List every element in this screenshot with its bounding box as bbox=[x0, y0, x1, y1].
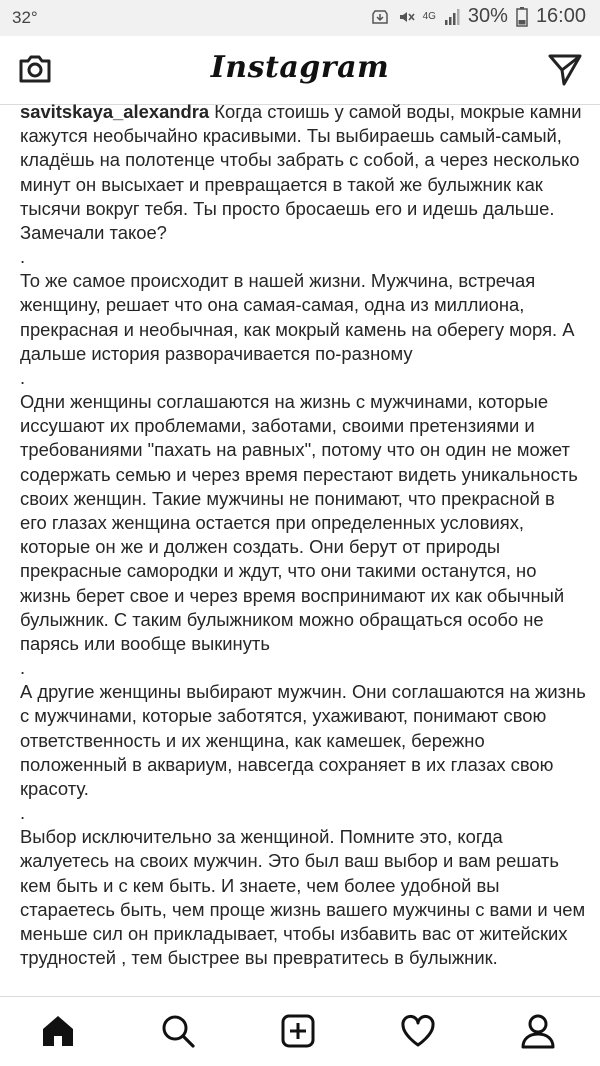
new-post-icon[interactable] bbox=[280, 1013, 320, 1053]
caption-paragraph-5: Выбор исключительно за женщиной. Помните это, когда жалуетесь на своих мужчин. Это был ваш выбор и вам решать кем быть и с кем быть. И знаете, чем более удобной вы стараетесь быть, чем проще жизнь вашего мужчины с вами и чем меньше сил он прикладывает, чтобы избавить вас от житейских трудностей , тем быстрее вы превратитесь в булыжник. bbox=[20, 826, 586, 969]
instagram-logo: Instagram bbox=[210, 50, 390, 85]
caption-separator: . bbox=[20, 367, 26, 389]
caption-separator: . bbox=[20, 657, 26, 679]
post-caption bbox=[20, 100, 586, 1000]
caption-text-1: Когда стоишь у самой воды, мокрые камни кажутся необычайно красивыми. Ты выбираешь самый-самый, кладёшь на полотенце чтобы забрать с собой, а через несколько минут он высыхает и превращается в такой же булыжник как тысячи вокруг тебя. Ты просто бросаешь его и идешь дальше. Замечали такое? bbox=[20, 101, 582, 244]
download-notification-icon bbox=[371, 8, 389, 26]
caption-separator: . bbox=[20, 246, 26, 268]
activity-heart-icon[interactable] bbox=[400, 1013, 440, 1053]
caption-separator: . bbox=[20, 802, 26, 824]
temperature-label: 32° bbox=[12, 8, 38, 27]
battery-percent: 30% bbox=[467, 5, 508, 27]
mute-icon bbox=[397, 8, 415, 26]
network-type-label: 4G bbox=[422, 10, 436, 22]
caption-paragraph-2: То же самое происходит в нашей жизни. Мужчина, встречая женщину, решает что она самая-самая, одна из миллиона, прекрасная и необычная, как мокрый камень на оберегу моря. А дальше история разворачивается по-разному bbox=[20, 270, 575, 364]
bottom-navigation bbox=[0, 996, 600, 1066]
caption-paragraph-1 bbox=[20, 100, 586, 245]
signal-icon bbox=[444, 8, 460, 26]
profile-icon[interactable] bbox=[520, 1013, 560, 1053]
search-icon[interactable] bbox=[160, 1013, 200, 1053]
caption-username[interactable]: savitskaya_alexandra bbox=[20, 101, 210, 122]
clock: 16:00 bbox=[535, 5, 586, 27]
caption-paragraph-3: Одни женщины соглашаются на жизнь с мужчинами, которые иссушают их проблемами, заботами, своими претензиями и требованиями "пахать на равных", потому что он один не может содержать семью и через время перестают видеть уникальность своих женщин. Такие мужчины не понимают, что прекрасной в его глазах женщина остается при определенных условиях, которые он же и должен создать. Они берут от природы прекрасные самородки и ждут, что они такими останутся, но жизнь берет свое и через время воспринимают их как обычный булыжник. С таким булыжником можно обращаться особо не парясь или вообще выкинуть bbox=[20, 391, 578, 655]
app-header bbox=[0, 36, 600, 105]
status-icons bbox=[371, 5, 586, 28]
battery-icon bbox=[516, 7, 528, 27]
status-bar bbox=[0, 0, 600, 36]
home-icon[interactable] bbox=[40, 1013, 80, 1053]
caption-paragraph-4: А другие женщины выбирают мужчин. Они соглашаются на жизнь с мужчинами, которые заботятся, ухаживают, понимают свою ответственность и их женщина, как камешек, бережно положенный в аквариум, навсегда сохраняет в их глазах свою красоту. bbox=[20, 681, 586, 800]
direct-message-icon[interactable] bbox=[548, 52, 582, 91]
